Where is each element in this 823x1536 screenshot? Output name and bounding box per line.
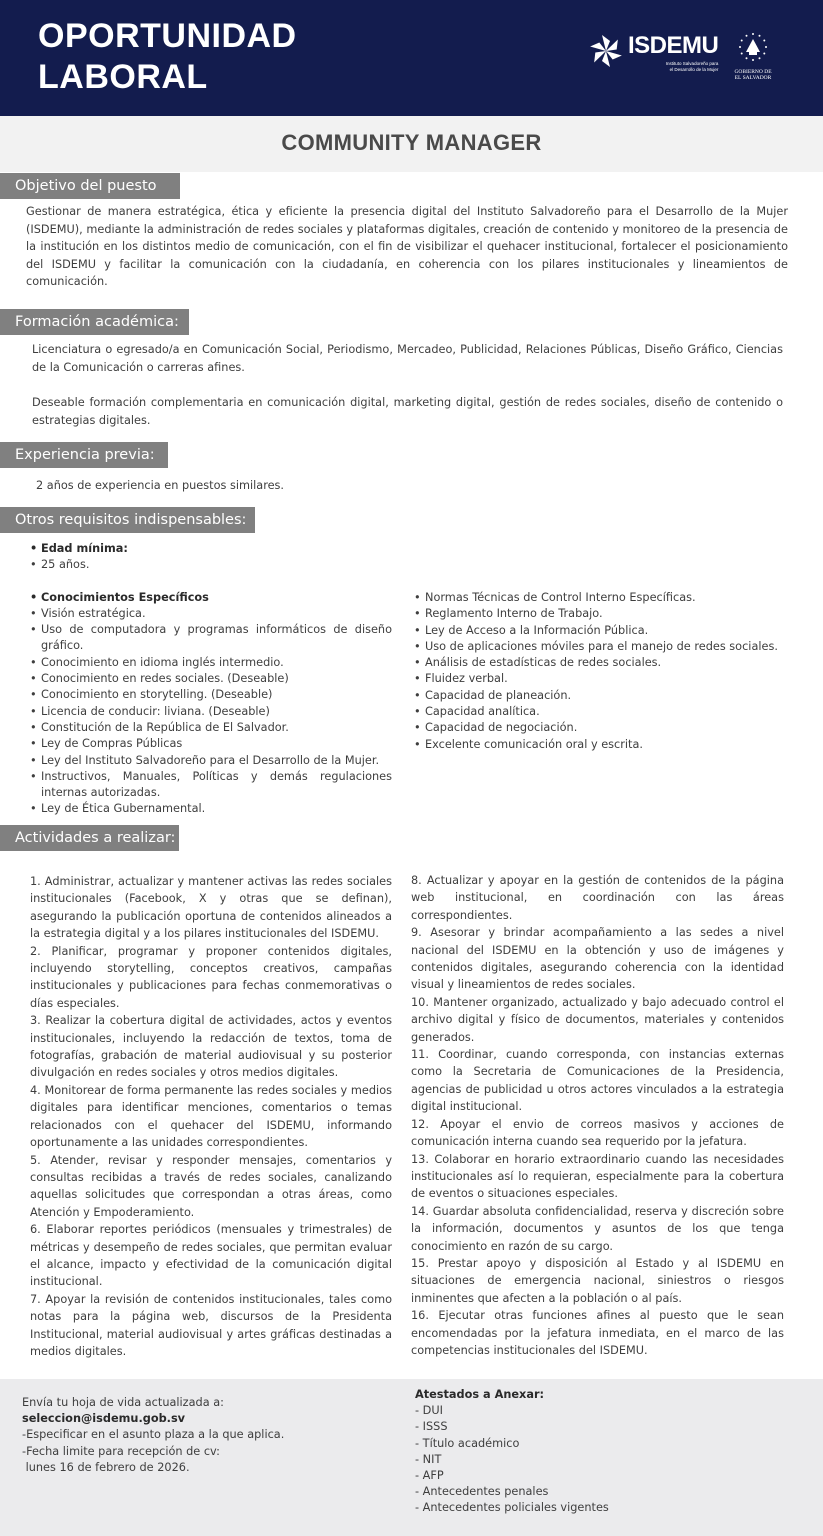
header-banner <box>0 0 823 116</box>
list-item: • Fluidez verbal. <box>414 671 804 687</box>
formacion-text-2: Deseable formación complementaria en comunicación digital, marketing digital, gestión de redes sociales, diseño de contenido o estrategias digitales. <box>32 396 783 427</box>
deadline-date: lunes 16 de febrero de 2026. <box>22 1460 190 1474</box>
application-instructions <box>22 1395 284 1476</box>
section-label-actividades: Actividades a realizar: <box>0 825 179 851</box>
list-item: • Ley de Compras Públicas <box>30 736 392 752</box>
list-item: • Conocimiento en redes sociales. (Deseable) <box>30 671 392 687</box>
activity-item: 7. Apoyar la revisión de contenidos institucionales, tales como notas para la página web, discursos de la Presidenta Institucional, material audiovisual y artes gráficas destinadas a medios digitales. <box>30 1292 392 1358</box>
attachment-item: - Antecedentes penales <box>415 1485 549 1499</box>
list-item: • Licencia de conducir: liviana. (Deseable) <box>30 704 392 720</box>
activity-item: 13. Colaborar en horario extraordinario cuando las necesidades institucionales así lo requieran, especialmente para la cobertura de eventos o situaciones especiales. <box>411 1152 784 1201</box>
activity-item: 15. Prestar apoyo y disposición al Estado y al ISDEMU en situaciones de emergencia nacional, siniestros o riesgos inminentes que afecten a la población o al país. <box>411 1256 784 1305</box>
job-title-band <box>0 116 823 172</box>
list-item: • Ley de Acceso a la Información Pública. <box>414 623 804 639</box>
list-item: • Visión estratégica. <box>30 606 392 622</box>
subject-note: -Especificar en el asunto plaza a la que aplica. <box>22 1428 285 1442</box>
activity-item: 1. Administrar, actualizar y mantener activas las redes sociales institucionales (Facebook, X y otras que se definan), asegurando la publicación oportuna de contenidos alineados a la estrategia digital y a los pilares institucionales del ISDEMU. <box>30 875 392 941</box>
section-label-otros-requisitos: Otros requisitos indispensables: <box>0 507 255 533</box>
title-line-2: LABORAL <box>38 58 208 96</box>
attachment-item: - ISSS <box>415 1420 448 1434</box>
list-item: • Ley del Instituto Salvadoreño para el Desarrollo de la Mujer. <box>30 753 392 769</box>
activity-item: 4. Monitorear de forma permanente las redes sociales y medios digitales para identificar menciones, comentarios o temas relacionados con el quehacer del ISDEMU, informando oportunamente a las unidades correspondientes. <box>30 1083 392 1150</box>
section-label-objetivo: Objetivo del puesto <box>0 173 180 199</box>
activity-item: 6. Elaborar reportes periódicos (mensuales y trimestrales) de métricas y desempeño de redes sociales, que permitan evaluar el alcance, impacto y efectividad de la comunicación digital institucional. <box>30 1223 392 1289</box>
logo-subtitle <box>628 61 718 73</box>
formacion-text-1: Licenciatura o egresado/a en Comunicación Social, Periodismo, Mercadeo, Publicidad, Relaciones Públicas, Diseño Gráfico, Ciencias de la Comunicación o carreras afines. <box>32 343 783 374</box>
activity-item: 14. Guardar absoluta confidencialidad, reserva y discreción sobre la información, documentos y asuntos de los que tenga conocimiento en razón de su cargo. <box>411 1204 784 1253</box>
activity-item: 8. Actualizar y apoyar en la gestión de contenidos de la página web institucional, en coordinación con las áreas correspondientes. <box>411 874 784 922</box>
actividades-left-column <box>30 873 392 1360</box>
attachments-list <box>415 1387 609 1517</box>
list-item: • Excelente comunicación oral y escrita. <box>414 737 804 753</box>
attachment-item: - AFP <box>415 1469 444 1483</box>
section-label-experiencia: Experiencia previa: <box>0 442 168 468</box>
list-item: • Capacidad de planeación. <box>414 688 804 704</box>
activity-item: 3. Realizar la cobertura digital de actividades, actos y eventos institucionales, incluyendo la redacción de textos, toma de fotografías, grabación de material audiovisual y su posterior divulgación en redes sociales y otros medios digitales. <box>30 1014 392 1080</box>
page-title <box>38 16 297 98</box>
coat-of-arms-icon <box>738 32 768 62</box>
attachment-item: - Antecedentes policiales vigentes <box>415 1501 609 1515</box>
activity-item: 12. Apoyar el envio de correos masivos y acciones de comunicación interna cuando sea requerido por la jefatura. <box>411 1117 784 1149</box>
list-item: • Conocimiento en storytelling. (Deseable) <box>30 687 392 703</box>
government-logo <box>733 32 773 81</box>
objetivo-text: Gestionar de manera estratégica, ética y eficiente la presencia digital del Instituto Salvadoreño para el Desarrollo de la Mujer (ISDEMU), mediante la administración de redes sociales y plataformas digitales, creación de contenido y monitoreo de la presencia de la institución en los distintos medio de comunicación, con el fin de visibilizar el quehacer institucional, fortalecer el posicionamiento del ISDEMU y facilitar la comunicación con la ciudadanía, en coherencia con los pilares institucionales y lineamientos de comunicación. <box>26 205 788 288</box>
list-item: • Constitución de la República de El Salvador. <box>30 720 392 736</box>
activity-item: 5. Atender, revisar y responder mensajes, comentarios y consultas recibidas a través de redes sociales, canalizando aquellas solicitudes que correspondan a otras áreas, como Atención y Empoderamiento. <box>30 1153 392 1219</box>
list-item-conocimientos-label: • Conocimientos Específicos <box>30 590 392 606</box>
list-item: • Normas Técnicas de Control Interno Específicas. <box>414 590 804 606</box>
list-item: • Uso de aplicaciones móviles para el manejo de redes sociales. <box>414 639 804 655</box>
attachment-item: - NIT <box>415 1452 442 1466</box>
activity-item: 2. Planificar, programar y proponer contenidos digitales, incluyendo storytelling, conceptos creativos, campañas institucionales y publicaciones para fechas conmemorativas o días especiales. <box>30 944 392 1010</box>
list-item: • Ley de Ética Gubernamental. <box>30 801 392 817</box>
list-item: • Análisis de estadísticas de redes sociales. <box>414 655 804 671</box>
isdemu-star-icon <box>588 33 624 69</box>
isdemu-logo <box>588 33 718 73</box>
experiencia-text: 2 años de experiencia en puestos similares. <box>36 479 285 492</box>
actividades-right-column <box>411 872 784 1359</box>
attachment-item: - Título académico <box>415 1436 520 1450</box>
requisitos-left-list <box>30 541 392 818</box>
activity-item: 10. Mantener organizado, actualizado y bajo adecuado control el archivo digital y físico de documentos, materiales y contenidos generados. <box>411 995 784 1044</box>
email-link[interactable]: seleccion@isdemu.gob.sv <box>22 1412 186 1426</box>
activity-item: 9. Asesorar y brindar acompañamiento a las sedes a nivel nacional del ISDEMU en la obtención y uso de imágenes y contenidos digitales, asegurando coherencia con la identidad visual y lineamientos de redes sociales. <box>411 926 784 992</box>
list-item: • Capacidad de negociación. <box>414 720 804 736</box>
logo-name: ISDEMU <box>628 32 719 59</box>
job-title: COMMUNITY MANAGER <box>281 130 542 155</box>
list-item-edad-label: • Edad mínima: <box>30 541 392 557</box>
send-cv-text: Envía tu hoja de vida actualizada a: <box>22 1396 224 1409</box>
attachment-item: - DUI <box>415 1404 443 1418</box>
list-item: • Instructivos, Manuales, Políticas y demás regulaciones internas autorizadas. <box>30 769 392 802</box>
application-footer <box>0 1379 823 1536</box>
activity-item: 16. Ejecutar otras funciones afines al puesto que le sean encomendadas por la jefatura inmediata, en el marco de las competencias institucionales del ISDEMU. <box>411 1309 784 1357</box>
activity-item: 11. Coordinar, cuando corresponda, con instancias externas como la Secretaria de Comunicaciones de la Presidencia, agencias de publicidad u otros actores vinculados a la estrategia digital institucional. <box>411 1048 784 1114</box>
gov-text-line-1: GOBIERNO DE <box>734 69 772 75</box>
gov-text-line-2: EL SALVADOR <box>734 75 772 81</box>
logo-subtitle-line-2: el Desarrollo de la Mujer <box>669 67 719 72</box>
section-label-formacion: Formación académica: <box>0 309 189 335</box>
list-item: • Capacidad analítica. <box>414 704 804 720</box>
attachments-heading: Atestados a Anexar: <box>415 1388 545 1401</box>
requisitos-right-list <box>414 590 804 753</box>
deadline-label: -Fecha limite para recepción de cv: <box>22 1444 220 1458</box>
title-line-1: OPORTUNIDAD <box>38 17 297 55</box>
list-item-edad-value: • 25 años. <box>30 557 392 573</box>
list-item: • Uso de computadora y programas informáticos de diseño gráfico. <box>30 622 392 655</box>
list-item: • Reglamento Interno de Trabajo. <box>414 606 804 622</box>
logo-subtitle-line-1: Instituto Salvadoreño para <box>665 61 719 66</box>
list-item: • Conocimiento en idioma inglés intermedio. <box>30 655 392 671</box>
